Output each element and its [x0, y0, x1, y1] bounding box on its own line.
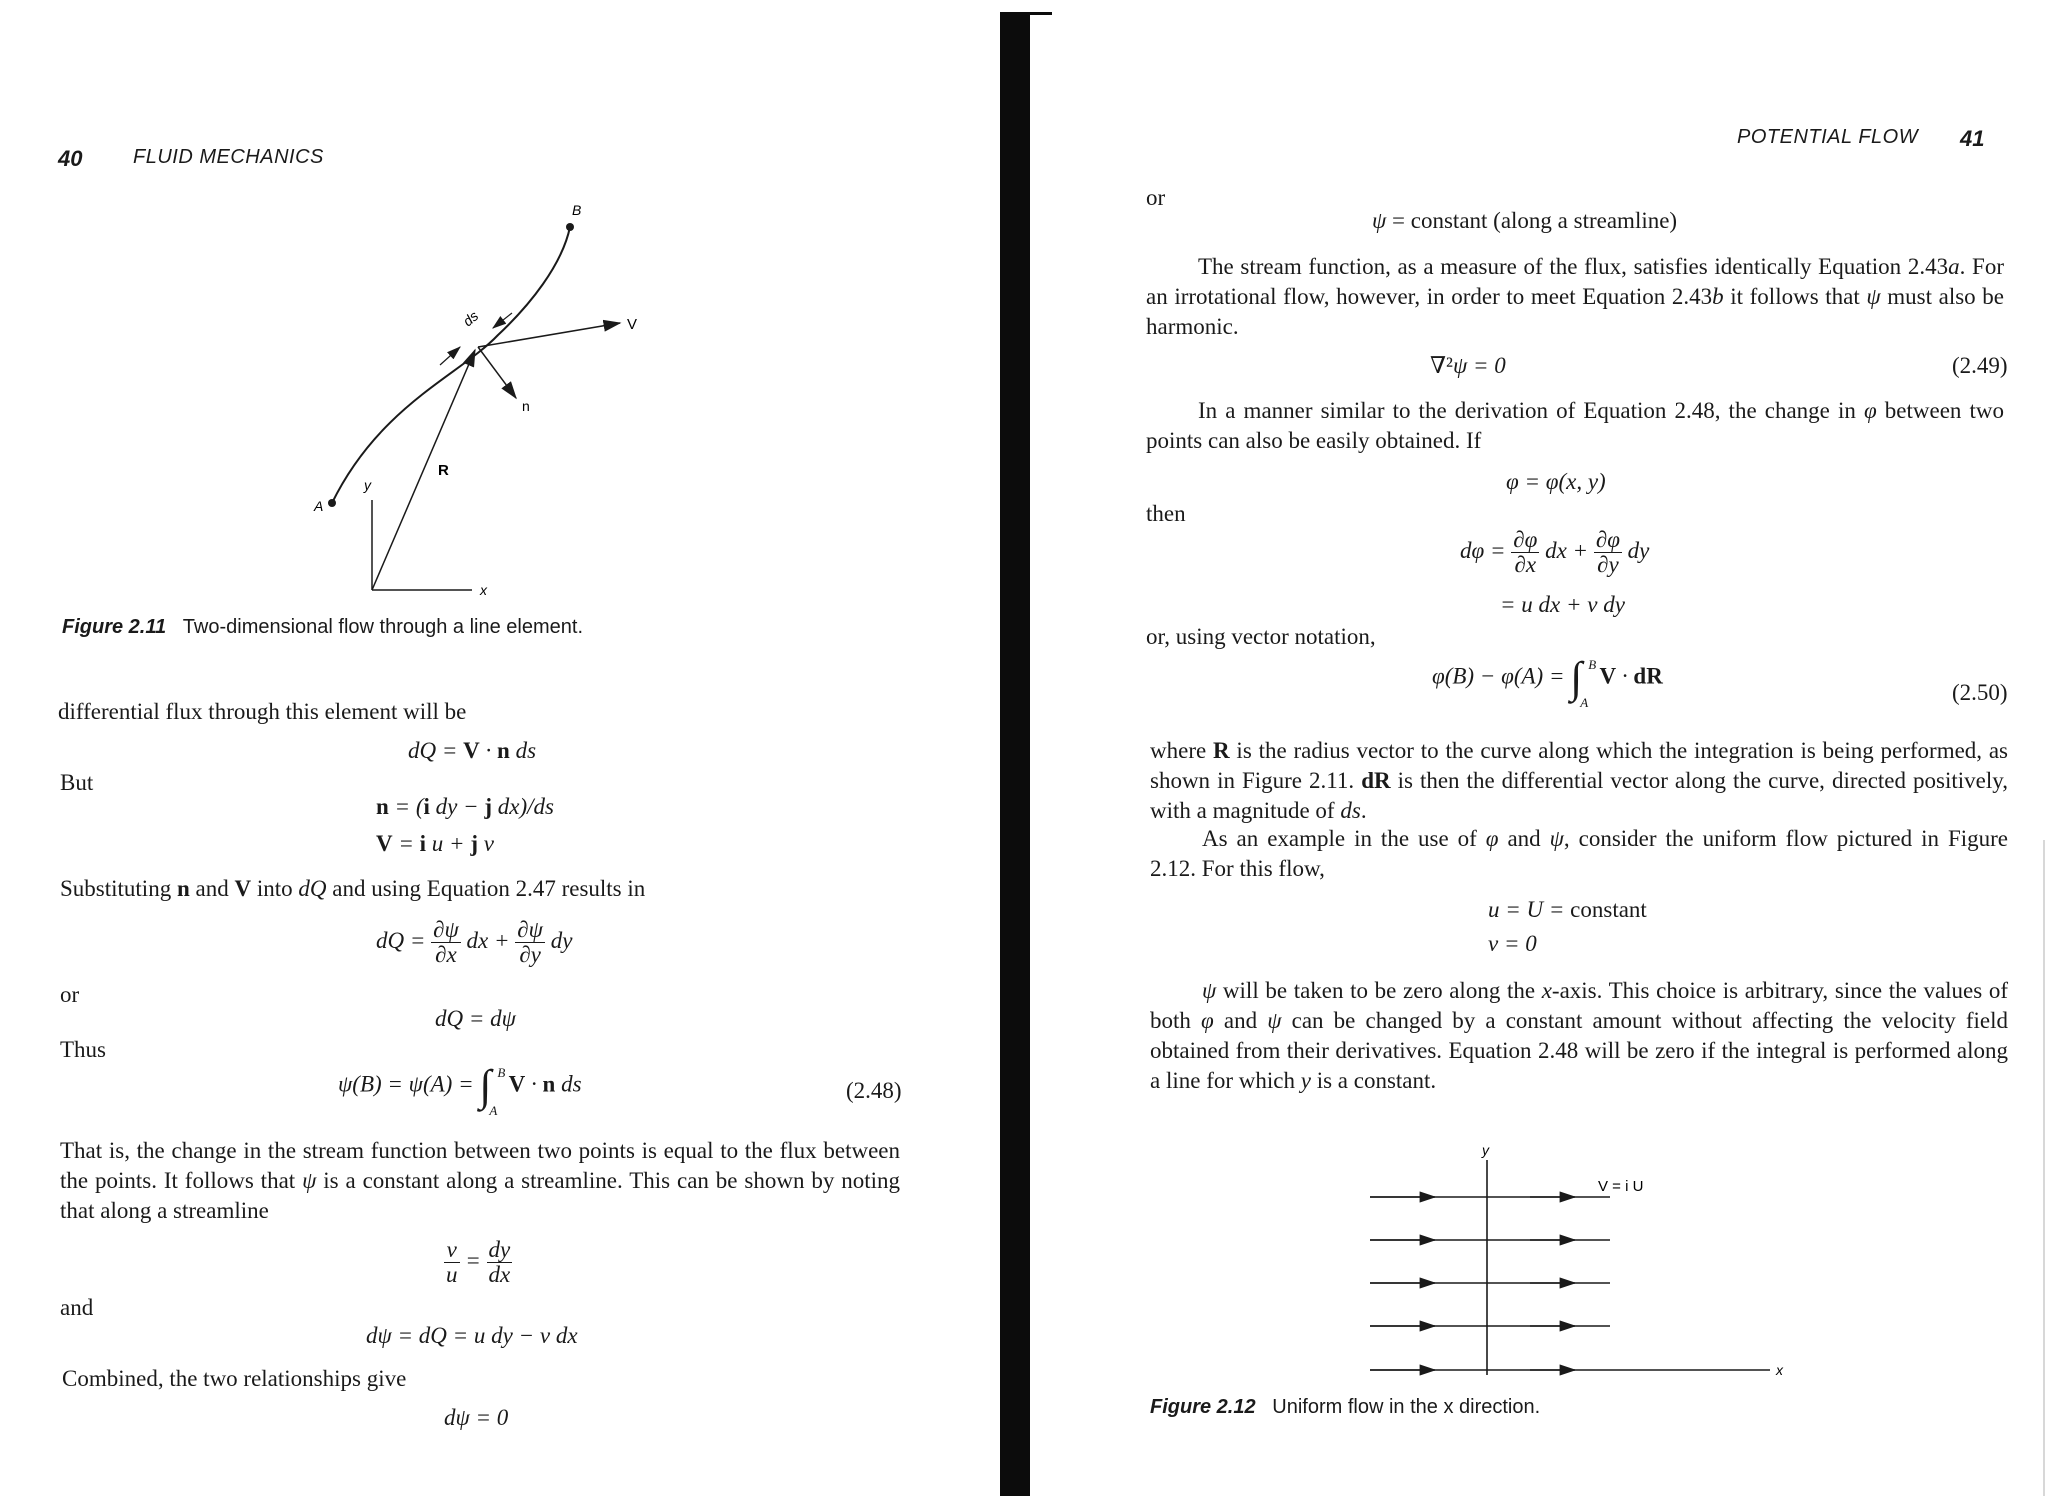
- equation-number-2-49: (2.49): [1952, 353, 2008, 378]
- text-then: then: [1146, 501, 1186, 526]
- equation-2-50: φ(B) − φ(A) = ∫ B A V · dR: [1432, 653, 1663, 710]
- text-substituting: Substituting n and V into dQ and using Equation 2.47 results in: [60, 876, 646, 901]
- text-thus: Thus: [60, 1037, 106, 1062]
- figure-2-11-diagram: [300, 195, 700, 615]
- paragraph-that-is: That is, the change in the stream function between two points is equal to the flux between the points. It follows that ψ is a constant along a streamline. This can be shown by noting that along a streamline: [60, 1138, 900, 1223]
- label-y: y: [1482, 1142, 1489, 1158]
- page-number: 40: [58, 146, 83, 171]
- label-a: A: [314, 498, 324, 514]
- label-v-iu: V = i U: [1598, 1178, 1644, 1195]
- text-but: But: [60, 770, 94, 795]
- equation-dpsi-zero: dψ = 0: [444, 1405, 509, 1430]
- equation-dq: dQ = V · n ds: [408, 738, 537, 763]
- label-r: R: [438, 462, 449, 479]
- point-a: [328, 499, 336, 507]
- r-vector: [372, 350, 475, 590]
- label-v: V: [627, 316, 638, 333]
- text-or: or: [1146, 185, 1166, 210]
- paragraph-stream-function: The stream function, as a measure of the flux, satisfies identically Equation 2.43a. For an irrotational flow, however, in order to meet Equation 2.43b it follows that ψ must also be harmonic.: [1146, 254, 2005, 339]
- flow-lines: [1370, 1197, 1770, 1370]
- running-head: FLUID MECHANICS: [133, 146, 324, 168]
- paragraph-similar: In a manner similar to the derivation of Equation 2.48, the change in φ between two points can also be easily obtained. If: [1146, 398, 2004, 453]
- equation-laplace: ∇²ψ = 0: [1430, 353, 1506, 378]
- equation-n: n = (i dy − j dx)/ds: [376, 794, 554, 819]
- equation-dq-partials: dQ = $\frac{\partial\psi}{\partial x}$ dx + $\frac{\partial\psi}{\partial y}$ dy: [376, 917, 573, 968]
- right-page: [1020, 0, 2048, 1496]
- figure-label: Figure 2.12: [1150, 1396, 1256, 1418]
- label-b: B: [572, 202, 582, 218]
- text-combined: Combined, the two relationships give: [62, 1366, 407, 1391]
- equation-v: V = i u + j v: [376, 831, 494, 856]
- label-x: x: [480, 582, 487, 598]
- paragraph-where: where R is the radius vector to the curve along which the integration is being performed, as shown in Figure 2.11. dR is then the differential vector along the curve, directed positively, with a magnitude of ds.: [1150, 738, 2009, 823]
- equation-dq-dpsi: dQ = dψ: [435, 1006, 516, 1031]
- equation-dphi-uv: = u dx + v dy: [1500, 592, 1625, 617]
- n-vector: [478, 347, 516, 398]
- point-b: [566, 223, 574, 231]
- text-and: and: [60, 1295, 94, 1320]
- paragraph-psi-zero: ψ will be taken to be zero along the x-axis. This choice is arbitrary, since the values of both φ and ψ can be changed by a constant amount without affecting the velocity field obtained from their derivatives. Equation 2.48 will be zero if the integral is performed along a line for which y is a constant.: [1150, 978, 2009, 1093]
- equation-2-48: ψ(B) = ψ(A) = ∫ B A V · n ds: [338, 1061, 582, 1118]
- equation-number-2-48: (2.48): [846, 1078, 902, 1103]
- equation-u: u = U = constant: [1488, 897, 1647, 922]
- text-or: or: [60, 982, 80, 1007]
- equation-dphi: dφ = $\frac{\partial\varphi}{\partial x}$ dx + $\frac{\partial\varphi}{\partial y}$ dy: [1460, 527, 1650, 578]
- ds-marker-upper: [493, 313, 512, 328]
- ds-marker-lower: [440, 347, 460, 365]
- equation-number-2-50: (2.50): [1952, 680, 2008, 705]
- equation-v-over-u: $\frac{v}{u}$ = $\frac{dy}{dx}$: [446, 1237, 511, 1288]
- running-head: POTENTIAL FLOW: [1737, 126, 1919, 148]
- figure-caption-text: Uniform flow in the x direction.: [1272, 1396, 1541, 1418]
- label-n: n: [522, 398, 530, 414]
- figure-2-11-caption: [62, 616, 583, 639]
- figure-2-12-diagram: [1330, 1135, 1810, 1395]
- equation-phi: φ = φ(x, y): [1506, 469, 1606, 494]
- label-y: y: [364, 477, 371, 493]
- figure-label: Figure 2.11: [62, 616, 167, 638]
- label-x: x: [1776, 1362, 1783, 1378]
- equation-dpsi-dq: dψ = dQ = u dy − v dx: [366, 1323, 578, 1348]
- text-vector-notation: or, using vector notation,: [1146, 624, 1376, 649]
- paragraph-example: As an example in the use of φ and ψ, consider the uniform flow pictured in Figure 2.12. For this flow,: [1150, 826, 2008, 881]
- left-page: [0, 0, 1000, 1496]
- streamline-curve: [332, 227, 570, 503]
- figure-2-12-caption: [1150, 1396, 1540, 1419]
- text-differential-flux: differential flux through this element will be: [58, 699, 467, 724]
- figure-caption-text: Two-dimensional flow through a line element.: [182, 616, 584, 638]
- label-ds: ds: [459, 307, 482, 330]
- page-number: 41: [1960, 126, 1985, 151]
- equation-psi-constant: ψ = constant (along a streamline): [1372, 208, 1678, 233]
- equation-v-zero: v = 0: [1488, 931, 1537, 956]
